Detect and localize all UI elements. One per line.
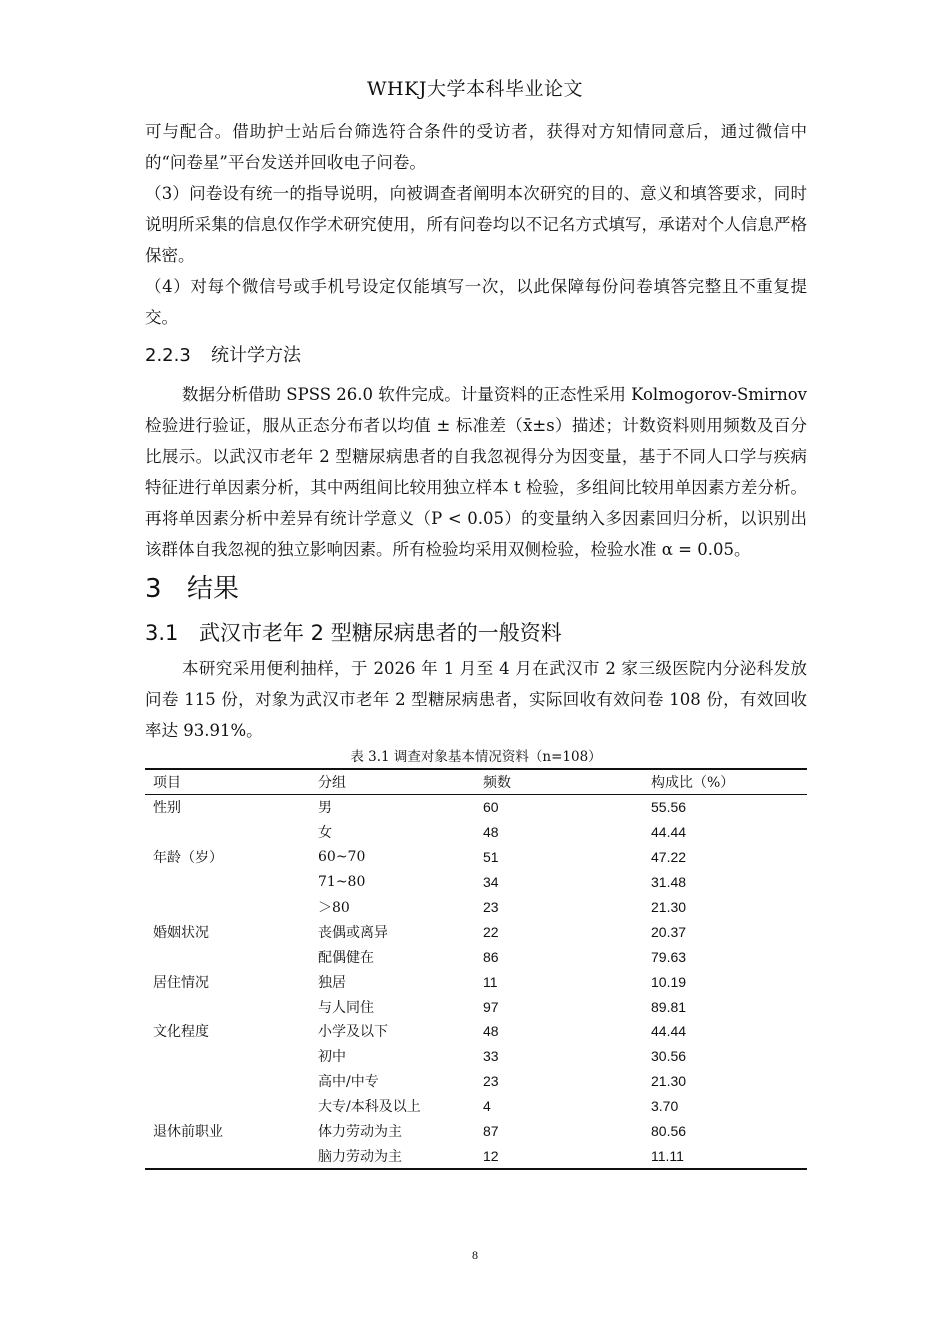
- row-count-cell: 23: [483, 899, 499, 915]
- row-group-cell: 女: [318, 825, 332, 842]
- column-header: 分组: [310, 769, 475, 795]
- row-item-cell: [145, 944, 310, 969]
- table-caption: 表 3.1 调查对象基本情况资料（n=108）: [350, 749, 602, 765]
- section-heading-3-1: [145, 613, 807, 653]
- table-row: [145, 845, 807, 870]
- row-group-cell: 与人同住: [318, 999, 374, 1016]
- row-group-cell: 男: [318, 800, 332, 817]
- row-group-cell: 71~80: [318, 874, 366, 891]
- table-row: [145, 795, 807, 820]
- table-row: [145, 820, 807, 845]
- table-row: [145, 1143, 807, 1169]
- row-percent-cell: 44.44: [651, 1023, 687, 1040]
- section-title: 武汉市老年 2 型糖尿病患者的一般资料: [199, 621, 562, 645]
- row-group-cell: 60~70: [318, 849, 366, 866]
- page-number: 8: [472, 1248, 478, 1262]
- row-percent-cell: 30.56: [651, 1048, 687, 1065]
- row-item-cell: 文化程度: [153, 1024, 209, 1041]
- row-item-cell: [145, 1044, 310, 1069]
- table-row: [145, 1119, 807, 1144]
- row-percent-cell: 11.11: [651, 1147, 684, 1164]
- column-header: 项目: [145, 769, 310, 795]
- table-row: [145, 944, 807, 969]
- row-group-cell: 配偶健在: [318, 949, 374, 966]
- row-group-cell: 独居: [318, 974, 346, 991]
- paragraph: （4）对每个微信号或手机号设定仅能填写一次，以此保障每份问卷填答完整且不重复提交。: [145, 277, 807, 327]
- row-group-cell: ＞80: [318, 900, 350, 916]
- row-percent-cell: 21.30: [651, 1073, 687, 1090]
- row-count-cell: 60: [483, 799, 499, 816]
- table-row: [145, 1019, 807, 1044]
- row-item-cell: [145, 994, 310, 1019]
- table-row: [145, 1094, 807, 1119]
- chapter-heading-3: [145, 567, 807, 611]
- row-group-cell: 丧偶或离异: [318, 924, 388, 941]
- row-group-cell: 体力劳动为主: [318, 1124, 402, 1141]
- row-count-cell: 48: [483, 824, 499, 841]
- table-header-row: [145, 769, 807, 795]
- row-count-cell: 48: [483, 1023, 499, 1040]
- section-heading-2-2-3: [145, 339, 807, 373]
- row-count-cell: 97: [483, 998, 499, 1015]
- row-item-cell: 性别: [153, 800, 181, 817]
- row-percent-cell: 89.81: [651, 998, 687, 1015]
- row-count-cell: 34: [483, 874, 499, 891]
- table-row: [145, 895, 807, 920]
- page-content: [145, 116, 807, 1170]
- row-item-cell: [145, 1094, 310, 1119]
- paragraph: （3）问卷设有统一的指导说明，向被调查者阐明本次研究的目的、意义和填答要求，同时说明所采集的信息仅作学术研究使用，所有问卷均以不记名方式填写，承诺对个人信息严格保密。: [145, 184, 807, 265]
- row-count-cell: 87: [483, 1123, 499, 1140]
- row-percent-cell: 20.37: [651, 923, 687, 940]
- row-count-cell: 33: [483, 1048, 499, 1065]
- table-row: [145, 870, 807, 895]
- row-count-cell: 4: [483, 1098, 491, 1115]
- table-row: [145, 919, 807, 944]
- general-info-table: [145, 768, 807, 1170]
- table-body: [145, 795, 807, 1170]
- row-percent-cell: 79.63: [651, 948, 687, 965]
- section-number: 2.2.3: [145, 345, 191, 366]
- row-count-cell: 23: [483, 1073, 499, 1090]
- row-percent-cell: 44.44: [651, 824, 687, 841]
- row-item-cell: [145, 870, 310, 895]
- section-number: 3.1: [145, 621, 179, 645]
- row-percent-cell: 31.48: [651, 874, 687, 891]
- column-header: 频数: [475, 769, 643, 795]
- row-count-cell: 11: [483, 973, 498, 990]
- row-item-cell: [145, 820, 310, 845]
- row-group-cell: 高中/中专: [318, 1074, 379, 1091]
- row-count-cell: 86: [483, 948, 499, 965]
- chapter-title: 结果: [187, 574, 240, 604]
- row-percent-cell: 55.56: [651, 799, 687, 816]
- paragraph: 本研究采用便利抽样，于 2026 年 1 月至 4 月在武汉市 2 家三级医院内分泌科发放问卷 115 份，对象为武汉市老年 2 型糖尿病患者，实际回收有效问卷 108 份，有效回收率达 93.91%。: [145, 659, 807, 740]
- row-group-cell: 小学及以下: [318, 1024, 388, 1041]
- table-row: [145, 994, 807, 1019]
- column-header: 构成比（%）: [643, 769, 807, 795]
- section-title: 统计学方法: [211, 345, 301, 366]
- page-header: WHKJ大学本科毕业论文: [367, 78, 583, 100]
- row-count-cell: 12: [483, 1147, 499, 1164]
- paragraph: 可与配合。借助护士站后台筛选符合条件的受访者，获得对方知情同意后，通过微信中的“问卷星”平台发送并回收电子问卷。: [145, 122, 807, 172]
- table-row: [145, 1069, 807, 1094]
- row-item-cell: [145, 1143, 310, 1169]
- row-item-cell: 年龄（岁）: [153, 850, 223, 867]
- row-count-cell: 22: [483, 923, 499, 940]
- row-item-cell: 居住情况: [153, 974, 209, 991]
- row-group-cell: 初中: [318, 1049, 346, 1066]
- row-item-cell: 婚姻状况: [153, 924, 209, 941]
- row-percent-cell: 21.30: [651, 899, 687, 915]
- row-percent-cell: 10.19: [651, 973, 687, 990]
- row-group-cell: 大专/本科及以上: [318, 1099, 421, 1116]
- row-count-cell: 51: [483, 849, 499, 866]
- row-item-cell: 退休前职业: [153, 1124, 223, 1141]
- row-item-cell: [145, 895, 310, 920]
- row-item-cell: [145, 1069, 310, 1094]
- row-percent-cell: 80.56: [651, 1123, 687, 1140]
- table-row: [145, 969, 807, 994]
- row-group-cell: 脑力劳动为主: [318, 1148, 402, 1165]
- row-percent-cell: 47.22: [651, 849, 687, 866]
- paragraph: 数据分析借助 SPSS 26.0 软件完成。计量资料的正态性采用 Kolmogorov-Smirnov 检验进行验证，服从正态分布者以均值 ± 标准差（x̄±s）描述；计数资料则用频数及百分比展示。以武汉市老年 2 型糖尿病患者的自我忽视得分为因变量，基于不同人口学与疾病特征进行单因素分析，其中两组间比较用独立样本 t 检验，多组间比较用单因素方差分析。再将单因素分析中差异有统计学意义（P < 0.05）的变量纳入多因素回归分析，以识别出该群体自我忽视的独立影响因素。所有检验均采用双侧检验，检验水准 α = 0.05。: [145, 385, 807, 559]
- chapter-number: 3: [145, 574, 162, 604]
- table-row: [145, 1044, 807, 1069]
- row-percent-cell: 3.70: [651, 1098, 679, 1115]
